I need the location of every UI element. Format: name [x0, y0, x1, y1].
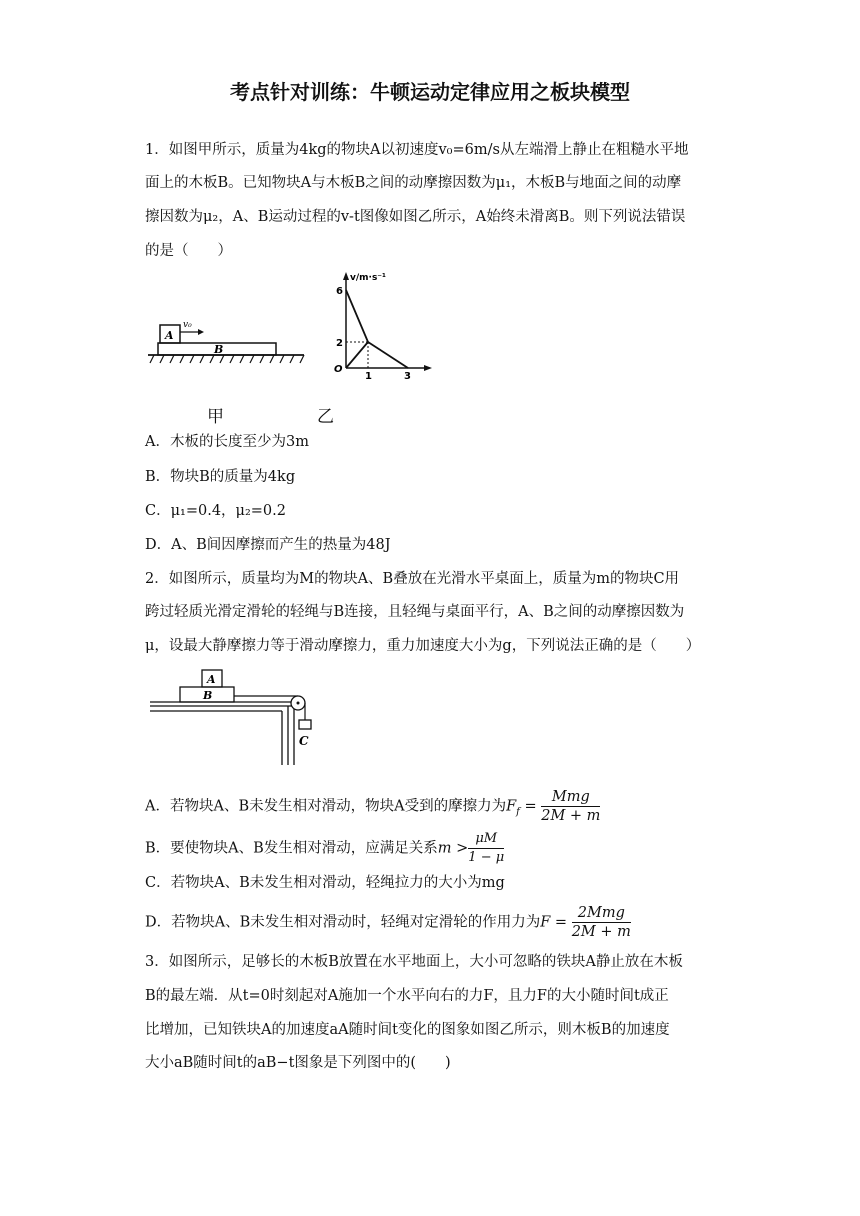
q1-line4: 的是（ ） — [145, 243, 232, 259]
q2-line2: 跨过轻质光滑定滑轮的轻绳与B连接，且轻绳与桌面平行，A、B之间的动摩擦因数为 — [145, 604, 685, 620]
tick-2: 2 — [336, 338, 343, 349]
q1-option-d: D．A、B间因摩擦而产生的热量为48J — [145, 537, 391, 553]
q2-option-d — [145, 904, 631, 941]
q3-line2: B的最左端．从t=0时刻起对A施加一个水平向右的力F，且力F的大小随时间t成正 — [145, 988, 669, 1004]
q1-option-b: B．物块B的质量为4kg — [145, 469, 296, 485]
v0-label: v₀ — [183, 320, 192, 330]
q2-option-d-text: D．若物块A、B未发生相对滑动时，轻绳对定滑轮的作用力为 — [145, 914, 541, 931]
q2-option-b — [145, 830, 504, 867]
q2-line3: μ，设最大静摩擦力等于滑动摩擦力，重力加速度大小为g，下列说法正确的是（ ） — [145, 638, 701, 654]
q2-option-a — [145, 788, 600, 825]
q2-line1: 2．如图所示，质量均为M的物块A、B叠放在光滑水平桌面上，质量为m的物块C用 — [145, 571, 680, 587]
q2-option-c: C．若物块A、B未发生相对滑动，轻绳拉力的大小为mg — [145, 875, 505, 891]
q2-option-a-lhs: F — [506, 798, 517, 815]
q2-option-a-sub: f — [516, 806, 520, 818]
q2-block-c-label: C — [299, 734, 309, 748]
q3-line1: 3．如图所示，足够长的木板B放置在水平地面上，大小可忽略的铁块A静止放在木板 — [145, 954, 683, 970]
q2-option-b-den: 1 − μ — [468, 850, 505, 865]
block-a-label: A — [165, 329, 174, 342]
q2-block-a-label: A — [207, 673, 216, 686]
y-axis-label: v/m·s⁻¹ — [350, 273, 386, 283]
q2-option-d-fraction — [572, 904, 631, 941]
figure-jia-caption: 甲 — [207, 407, 224, 427]
figure-yi-caption: 乙 — [317, 407, 334, 427]
q3-line3: 比增加，已知铁块A的加速度aA随时间t变化的图象如图乙所示，则木板B的加速度 — [145, 1022, 670, 1038]
origin-label: O — [334, 364, 343, 375]
figure-yi-vt-graph — [328, 268, 438, 380]
q2-option-b-lhs: m > — [437, 840, 469, 857]
figure-jia-board-block — [148, 310, 308, 380]
q1-option-c: C．μ₁=0.4，μ₂=0.2 — [145, 503, 286, 519]
q2-option-a-eq: = — [519, 798, 542, 815]
q2-option-b-num: μM — [468, 830, 504, 849]
q1-line2: 面上的木板B。已知物块A与木板B之间的动摩擦因数为μ₁，木板B与地面之间的动摩 — [145, 175, 682, 191]
tick-3: 3 — [404, 371, 411, 380]
q2-option-a-text: A．若物块A、B未发生相对滑动，物块A受到的摩擦力为 — [145, 798, 507, 815]
figure-q2-pulley — [148, 665, 318, 770]
q2-option-d-num: 2Mmg — [572, 904, 631, 923]
tick-1: 1 — [365, 371, 372, 380]
q2-option-a-den: 2M + m — [541, 808, 601, 824]
q1-line1: 1．如图甲所示，质量为4kg的物块A以初速度v₀=6m/s从左端滑上静止在粗糙水平地 — [145, 142, 689, 158]
board-b-label: B — [214, 343, 224, 356]
q2-option-a-fraction — [541, 788, 600, 825]
q1-option-a: A．木板的长度至少为3m — [145, 434, 309, 450]
page-title: 考点针对训练：牛顿运动定律应用之板块模型 — [230, 80, 630, 104]
q3-line4: 大小aB随时间t的aB−t图象是下列图中的( ) — [145, 1055, 451, 1071]
q2-block-b-label: B — [203, 689, 213, 702]
q2-option-d-den: 2M + m — [571, 924, 631, 940]
q2-option-a-num: Mmg — [541, 788, 600, 807]
q2-option-b-fraction — [468, 830, 504, 867]
tick-6: 6 — [336, 286, 343, 297]
q2-option-b-text: B．要使物块A、B发生相对滑动，应满足关系 — [145, 840, 438, 857]
q1-line3: 擦因数为μ₂，A、B运动过程的v-t图像如图乙所示，A始终未滑离B。则下列说法错误 — [145, 209, 686, 225]
q2-option-d-lhs: F = — [540, 914, 572, 931]
